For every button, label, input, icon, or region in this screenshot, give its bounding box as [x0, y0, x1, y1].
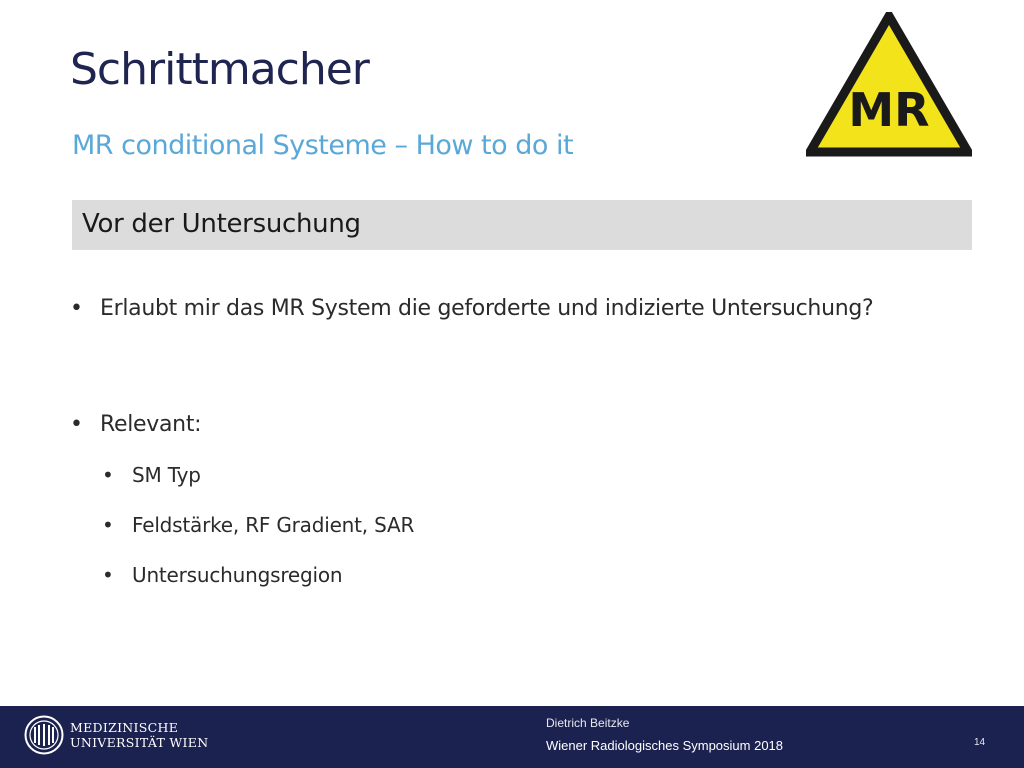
event-name: Wiener Radiologisches Symposium 2018: [546, 738, 784, 753]
list-item: [70, 412, 970, 442]
slide-title: Schrittmacher: [70, 44, 369, 95]
sub-list-item: [102, 513, 962, 541]
slide-subtitle: MR conditional Systeme – How to do it: [72, 130, 574, 161]
list-item: [70, 296, 970, 326]
section-heading: Vor der Untersuchung: [82, 209, 361, 239]
footer-bar: [0, 706, 1024, 768]
sub-list-item-text: SM Typ: [132, 463, 201, 487]
university-name-line2: UNIVERSITÄT WIEN: [70, 735, 209, 750]
university-name: [70, 720, 208, 750]
bullet-icon: •: [70, 296, 83, 321]
sub-list-item: [102, 463, 962, 491]
bullet-icon: •: [70, 412, 83, 437]
university-name-line1: MEDIZINISCHE: [70, 720, 179, 735]
bullet-icon: •: [102, 563, 114, 587]
sub-list-item-text: Untersuchungsregion: [132, 563, 343, 587]
sub-list-item: [102, 563, 962, 591]
bullet-icon: •: [102, 463, 114, 487]
mr-warning-triangle-icon: [806, 12, 972, 158]
list-item-text: Relevant:: [100, 412, 202, 437]
sub-list-item-text: Feldstärke, RF Gradient, SAR: [132, 513, 415, 537]
bullet-icon: •: [102, 513, 114, 537]
list-item-text: Erlaubt mir das MR System die geforderte und indizierte Untersuchung?: [100, 296, 874, 321]
section-heading-bar: [72, 200, 972, 250]
university-seal-icon: [24, 715, 64, 755]
mr-logo-text: MR: [848, 83, 930, 137]
author-name: Dietrich Beitzke: [546, 716, 630, 730]
page-number: 14: [974, 737, 986, 748]
